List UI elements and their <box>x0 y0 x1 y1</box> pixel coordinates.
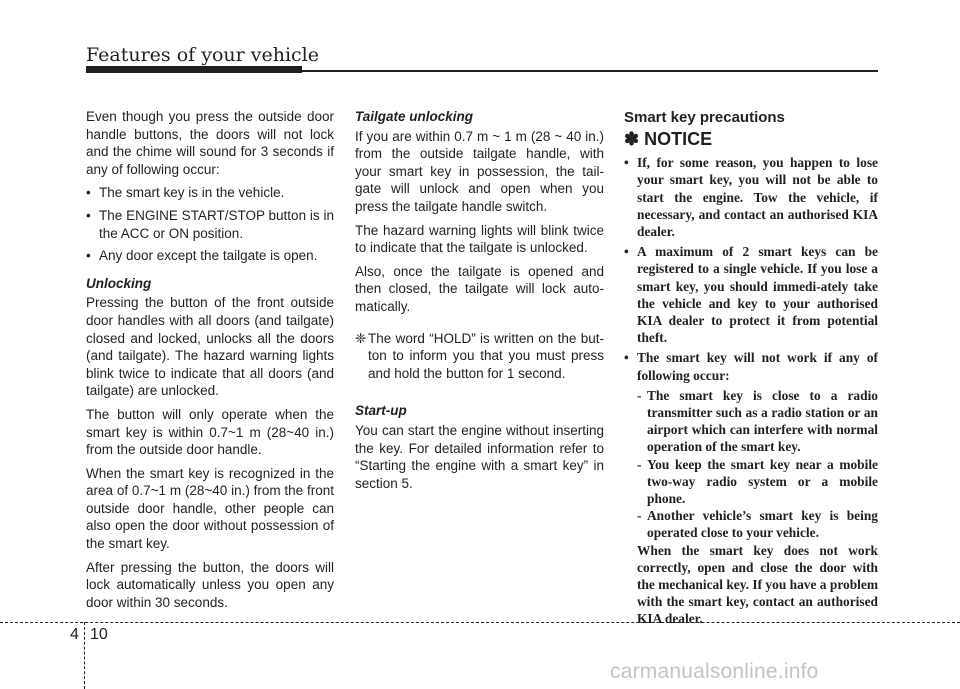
page-number: 10 <box>90 626 108 643</box>
footer-divider <box>84 622 85 689</box>
tailgate-heading: Tailgate unlocking <box>355 109 474 124</box>
section-number: 4 <box>70 626 79 643</box>
bullet-item: • The smart key is in the vehicle. <box>86 184 334 202</box>
unlocking-heading: Unlocking <box>86 275 152 291</box>
startup-paragraph: You can start the engine without inserting the key. For detailed information refer to “Starting the engine with a smart key” in section 5. <box>355 422 604 491</box>
unlocking-paragraph: After pressing the button, the doors will lock automatically unless you open any door within 30 seconds. <box>86 559 334 610</box>
notice-body <box>624 154 878 627</box>
notice-bullet: • A maximum of 2 smart keys can be registered to a single vehicle. If you lose a smart key, you should immedi-ately take the vehicle and key to your authorised KIA dealer to protect it from potential theft. <box>624 243 878 346</box>
hold-note <box>355 330 604 383</box>
notice-dash-item: - The smart key is close to a radio transmitter such as a radio station or an airport which can interfere with normal operation of the smart key. <box>637 387 878 456</box>
bullet-item: • Any door except the tailgate is open. <box>86 247 334 265</box>
tailgate-paragraph: Also, once the tailgate is opened and then closed, the tailgate will lock auto-matically. <box>355 263 604 314</box>
column-middle <box>355 108 604 498</box>
notice-sublist <box>624 387 878 628</box>
page-header-title: Features of your vehicle <box>86 44 320 66</box>
tailgate-paragraph: If you are within 0.7 m ~ 1 m (28 ~ 40 in.) from the outside tailgate handle, with your smart key in possession, the tail-gate will unlock and open when you press the tailgate handle switch. <box>355 128 604 214</box>
column-right <box>624 108 878 628</box>
notice-dash-item: - You keep the smart key near a mobile two-way radio system or a mobile phone. <box>637 456 878 508</box>
notice-dash-item: - Another vehicle’s smart key is being operated close to your vehicle. <box>637 507 878 541</box>
footer-rule <box>0 622 960 623</box>
unlocking-paragraph: When the smart key is recognized in the area of 0.7~1 m (28~40 in.) from the front outside door handle, other people can also open the door without possession of the smart key. <box>86 465 334 552</box>
hold-note-text: The word “HOLD” is written on the but-ton to inform you that you must press and hold the button for 1 second. <box>368 330 604 381</box>
unlocking-paragraph: The button will only operate when the smart key is within 0.7~1 m (28~40 in.) from the outside door handle. <box>86 406 334 458</box>
section-title: Smart key precautions <box>624 109 785 126</box>
notice-bullet: • If, for some reason, you happen to lose your smart key, you will not be able to start the engine. Tow the vehicle, if necessary, and contact an authorised KIA dealer. <box>624 154 878 240</box>
startup-heading: Start-up <box>355 403 407 419</box>
notice-bullet: • The smart key will not work if any of following occur: <box>624 349 878 383</box>
notice-closing: When the smart key does not work correctly, open and close the door with the mechanical key. If you have a problem with the smart key, contact an authorised KIA dealer. <box>637 542 878 627</box>
header-rule <box>302 70 878 72</box>
notice-title: ✽ NOTICE <box>624 128 713 149</box>
intro-paragraph: Even though you press the outside door handle buttons, the doors will not lock and the chime will sound for 3 seconds if any of following occur: <box>86 109 334 177</box>
unlocking-paragraph: Pressing the button of the front outside door handles with all doors (and tailgate) closed and locked, unlocks all the doors (and tailgate). The hazard warning lights blink twice to indicate that all doors (and tailgate) are unlocked. <box>86 295 334 399</box>
tailgate-paragraph: The hazard warning lights will blink twice to indicate that the tailgate is unlocked. <box>355 222 604 256</box>
watermark: carmanualsonline.info <box>610 660 819 683</box>
column-left <box>86 108 334 617</box>
bullet-item: • The ENGINE START/STOP button is in the ACC or ON position. <box>86 207 334 242</box>
note-mark-icon: ❈ <box>355 330 367 346</box>
header-bar <box>86 66 302 73</box>
